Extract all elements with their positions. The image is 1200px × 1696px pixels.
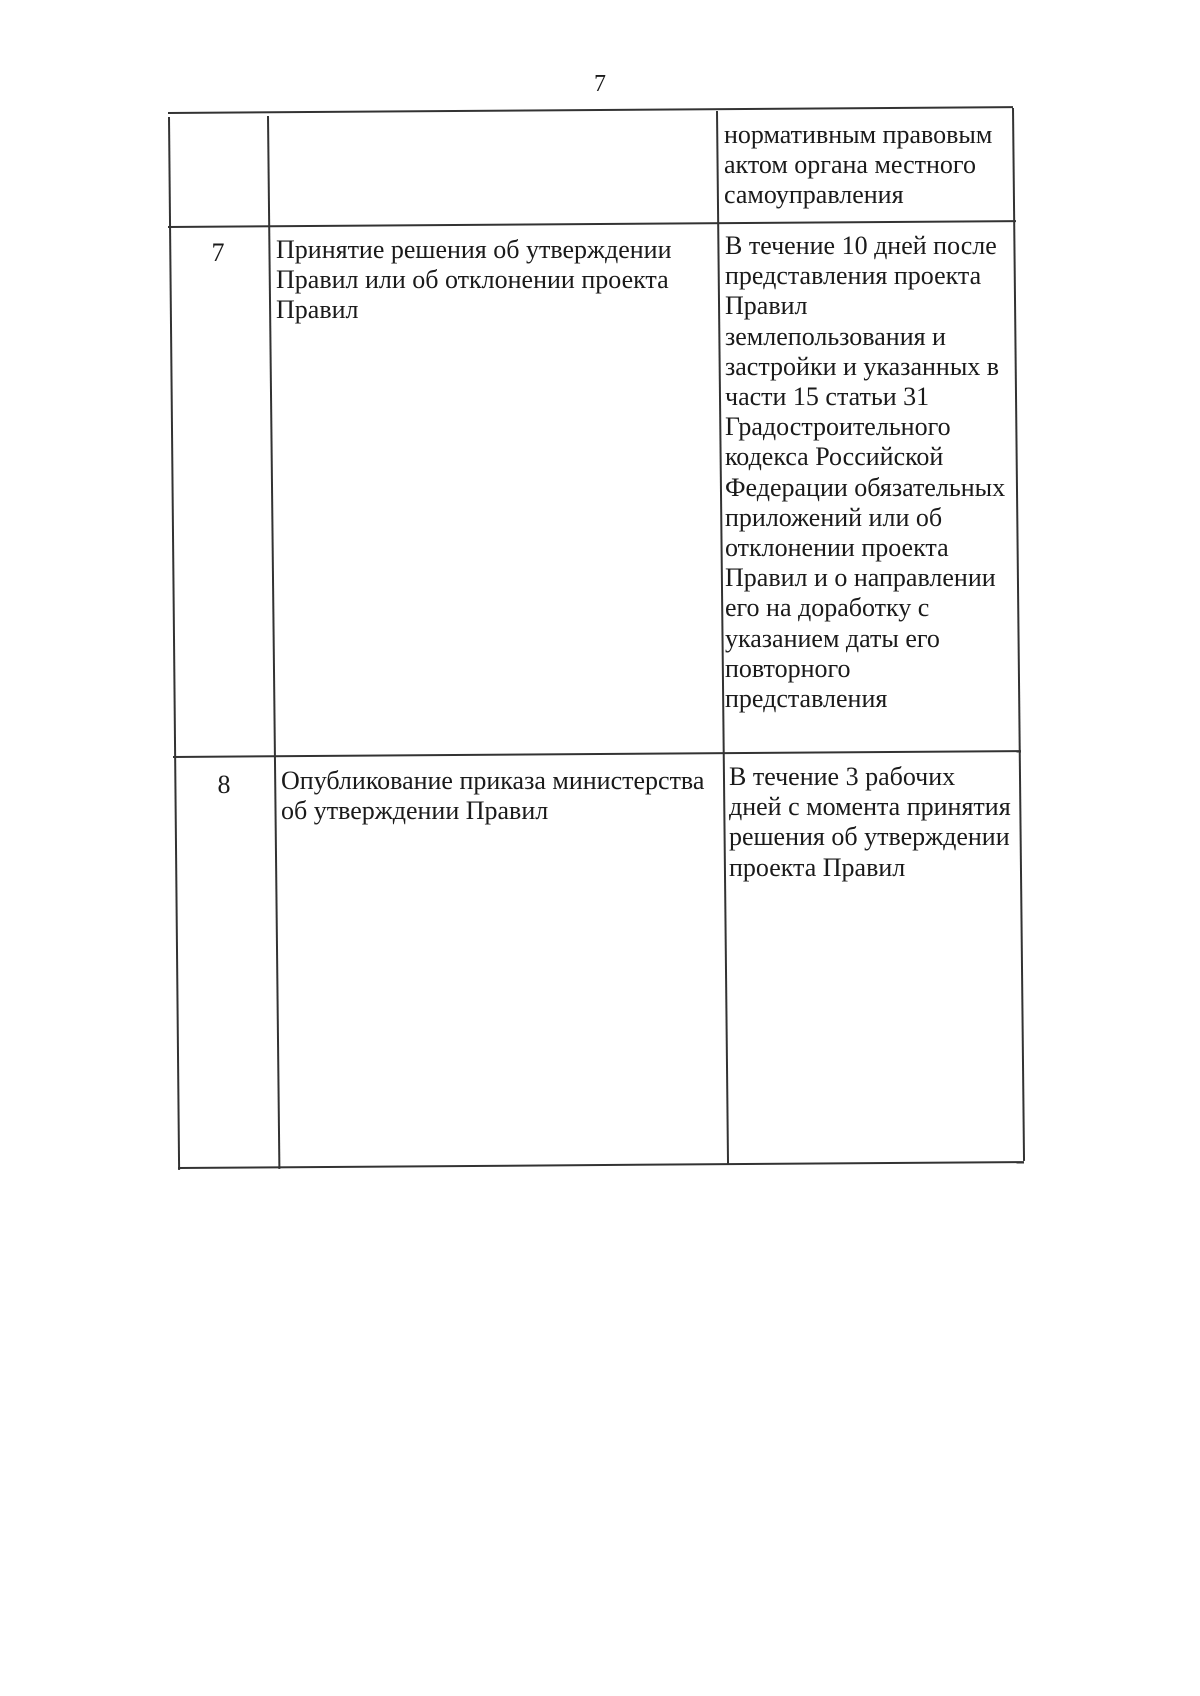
row-3-number: 8: [217, 770, 231, 799]
row-3-term: В течение 3 рабочих дней с момента принятия решения об утверждении проекта Правил: [729, 762, 1011, 882]
row-2-action: Принятие решения об утверждении Правил или об отклонении проекта Правил: [276, 235, 672, 325]
table-border-bottom: [178, 1161, 1024, 1168]
table-border-left: [168, 117, 180, 1170]
page-number: 7: [594, 71, 606, 97]
table-border-top: [168, 106, 1013, 113]
row-divider-2: [173, 750, 1021, 758]
row-divider-1: [168, 220, 1016, 228]
row-1-term: нормативным правовым актом органа местного самоуправления: [724, 120, 993, 210]
row-2-number: 7: [211, 238, 225, 267]
row-2-term: В течение 10 дней после представления проекта Правил землепользования и застройки и указанных в части 15 статьи 31 Градостроительного кодекса Российской Федерации обязательных приложений или об отклонении проекта Правил и о направлении его на доработку с указанием даты его повторного представления: [725, 231, 1006, 714]
row-3-action: Опубликование приказа министерства об утверждении Правил: [281, 766, 705, 826]
